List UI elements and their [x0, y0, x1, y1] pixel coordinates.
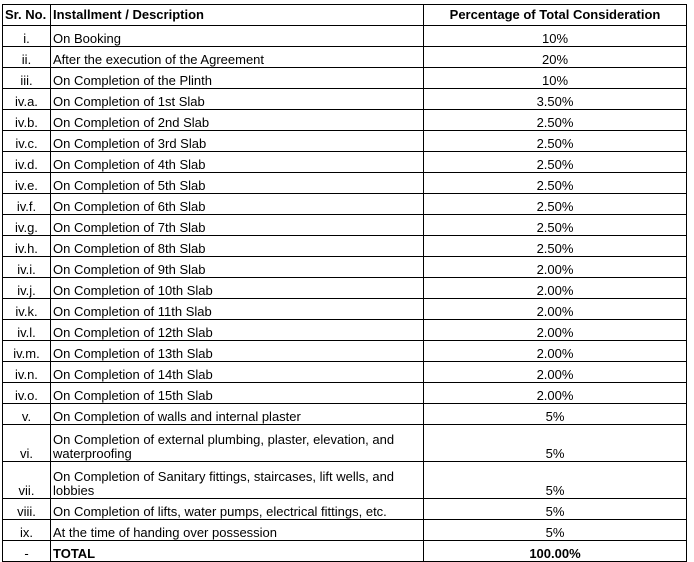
- percentage-cell: 2.50%: [424, 236, 687, 257]
- sr-no-cell: iv.o.: [3, 383, 51, 404]
- table-row: [3, 499, 687, 520]
- sr-no-cell: iv.i.: [3, 257, 51, 278]
- percentage-cell: 2.50%: [424, 110, 687, 131]
- description-cell: On Booking: [51, 26, 424, 47]
- table-row: [3, 131, 687, 152]
- percentage-cell: 3.50%: [424, 89, 687, 110]
- sr-no-cell: iv.e.: [3, 173, 51, 194]
- header-sr-no: Sr. No.: [3, 5, 51, 26]
- percentage-cell: 2.00%: [424, 320, 687, 341]
- sr-no-cell: iv.h.: [3, 236, 51, 257]
- description-cell: On Completion of 4th Slab: [51, 152, 424, 173]
- sr-no-cell: i.: [3, 26, 51, 47]
- table-row: [3, 362, 687, 383]
- description-cell: On Completion of 12th Slab: [51, 320, 424, 341]
- description-cell: On Completion of 1st Slab: [51, 89, 424, 110]
- table-row: [3, 26, 687, 47]
- table-row: [3, 299, 687, 320]
- percentage-cell: 5%: [424, 404, 687, 425]
- percentage-cell: 2.00%: [424, 278, 687, 299]
- table-row: [3, 110, 687, 131]
- description-cell: On Completion of 9th Slab: [51, 257, 424, 278]
- description-cell: On Completion of the Plinth: [51, 68, 424, 89]
- description-cell: At the time of handing over possession: [51, 520, 424, 541]
- description-cell: On Completion of 13th Slab: [51, 341, 424, 362]
- sr-no-cell: ix.: [3, 520, 51, 541]
- percentage-cell: 2.50%: [424, 194, 687, 215]
- payment-schedule-table: [2, 4, 687, 562]
- sr-no-cell: iv.l.: [3, 320, 51, 341]
- percentage-cell: 5%: [424, 462, 687, 499]
- sr-no-cell: iv.f.: [3, 194, 51, 215]
- percentage-cell: 5%: [424, 520, 687, 541]
- table-row: [3, 236, 687, 257]
- percentage-cell: 20%: [424, 47, 687, 68]
- header-row: [3, 5, 687, 26]
- percentage-cell: 2.50%: [424, 215, 687, 236]
- description-cell: On Completion of 2nd Slab: [51, 110, 424, 131]
- sr-no-cell: iv.d.: [3, 152, 51, 173]
- table-row: [3, 68, 687, 89]
- sr-no-cell: iv.a.: [3, 89, 51, 110]
- total-percentage-cell: 100.00%: [424, 541, 687, 562]
- description-cell: On Completion of 11th Slab: [51, 299, 424, 320]
- sr-no-cell: iv.n.: [3, 362, 51, 383]
- percentage-cell: 2.50%: [424, 152, 687, 173]
- sr-no-cell: viii.: [3, 499, 51, 520]
- table-row: [3, 425, 687, 462]
- description-cell: On Completion of 6th Slab: [51, 194, 424, 215]
- sr-no-cell: ii.: [3, 47, 51, 68]
- sr-no-cell: iii.: [3, 68, 51, 89]
- table-row: [3, 47, 687, 68]
- description-cell: On Completion of 5th Slab: [51, 173, 424, 194]
- sr-no-cell: iv.g.: [3, 215, 51, 236]
- percentage-cell: 2.00%: [424, 362, 687, 383]
- description-cell: On Completion of 10th Slab: [51, 278, 424, 299]
- table-row: [3, 341, 687, 362]
- table-row: [3, 89, 687, 110]
- table-row: [3, 194, 687, 215]
- header-description: Installment / Description: [51, 5, 424, 26]
- percentage-cell: 5%: [424, 499, 687, 520]
- table-row: [3, 152, 687, 173]
- description-cell: On Completion of 8th Slab: [51, 236, 424, 257]
- table-row: [3, 404, 687, 425]
- description-cell: On Completion of 3rd Slab: [51, 131, 424, 152]
- table-row: [3, 215, 687, 236]
- description-cell: On Completion of lifts, water pumps, electrical fittings, etc.: [51, 499, 424, 520]
- percentage-cell: 2.00%: [424, 257, 687, 278]
- description-cell: After the execution of the Agreement: [51, 47, 424, 68]
- table-row: [3, 383, 687, 404]
- sr-no-cell: iv.j.: [3, 278, 51, 299]
- percentage-cell: 2.00%: [424, 341, 687, 362]
- table-row: [3, 520, 687, 541]
- description-cell: On Completion of walls and internal plaster: [51, 404, 424, 425]
- description-cell: On Completion of Sanitary fittings, staircases, lift wells, and lobbies: [51, 462, 424, 499]
- description-cell: On Completion of 15th Slab: [51, 383, 424, 404]
- description-cell: On Completion of external plumbing, plaster, elevation, and waterproofing: [51, 425, 424, 462]
- percentage-cell: 2.50%: [424, 131, 687, 152]
- table-row: [3, 278, 687, 299]
- sr-no-cell: iv.c.: [3, 131, 51, 152]
- sr-no-cell: iv.m.: [3, 341, 51, 362]
- percentage-cell: 2.00%: [424, 299, 687, 320]
- total-row: [3, 541, 687, 562]
- percentage-cell: 10%: [424, 26, 687, 47]
- description-cell: On Completion of 14th Slab: [51, 362, 424, 383]
- total-label-cell: TOTAL: [51, 541, 424, 562]
- sr-no-cell: vi.: [3, 425, 51, 462]
- percentage-cell: 10%: [424, 68, 687, 89]
- sr-no-cell: v.: [3, 404, 51, 425]
- percentage-cell: 2.00%: [424, 383, 687, 404]
- percentage-cell: 2.50%: [424, 173, 687, 194]
- sr-no-cell: vii.: [3, 462, 51, 499]
- table-row: [3, 462, 687, 499]
- table-row: [3, 257, 687, 278]
- table-row: [3, 173, 687, 194]
- sr-no-cell: iv.b.: [3, 110, 51, 131]
- sr-no-cell: iv.k.: [3, 299, 51, 320]
- header-percentage: Percentage of Total Consideration: [424, 5, 687, 26]
- percentage-cell: 5%: [424, 425, 687, 462]
- table-row: [3, 320, 687, 341]
- description-cell: On Completion of 7th Slab: [51, 215, 424, 236]
- total-sr-cell: -: [3, 541, 51, 562]
